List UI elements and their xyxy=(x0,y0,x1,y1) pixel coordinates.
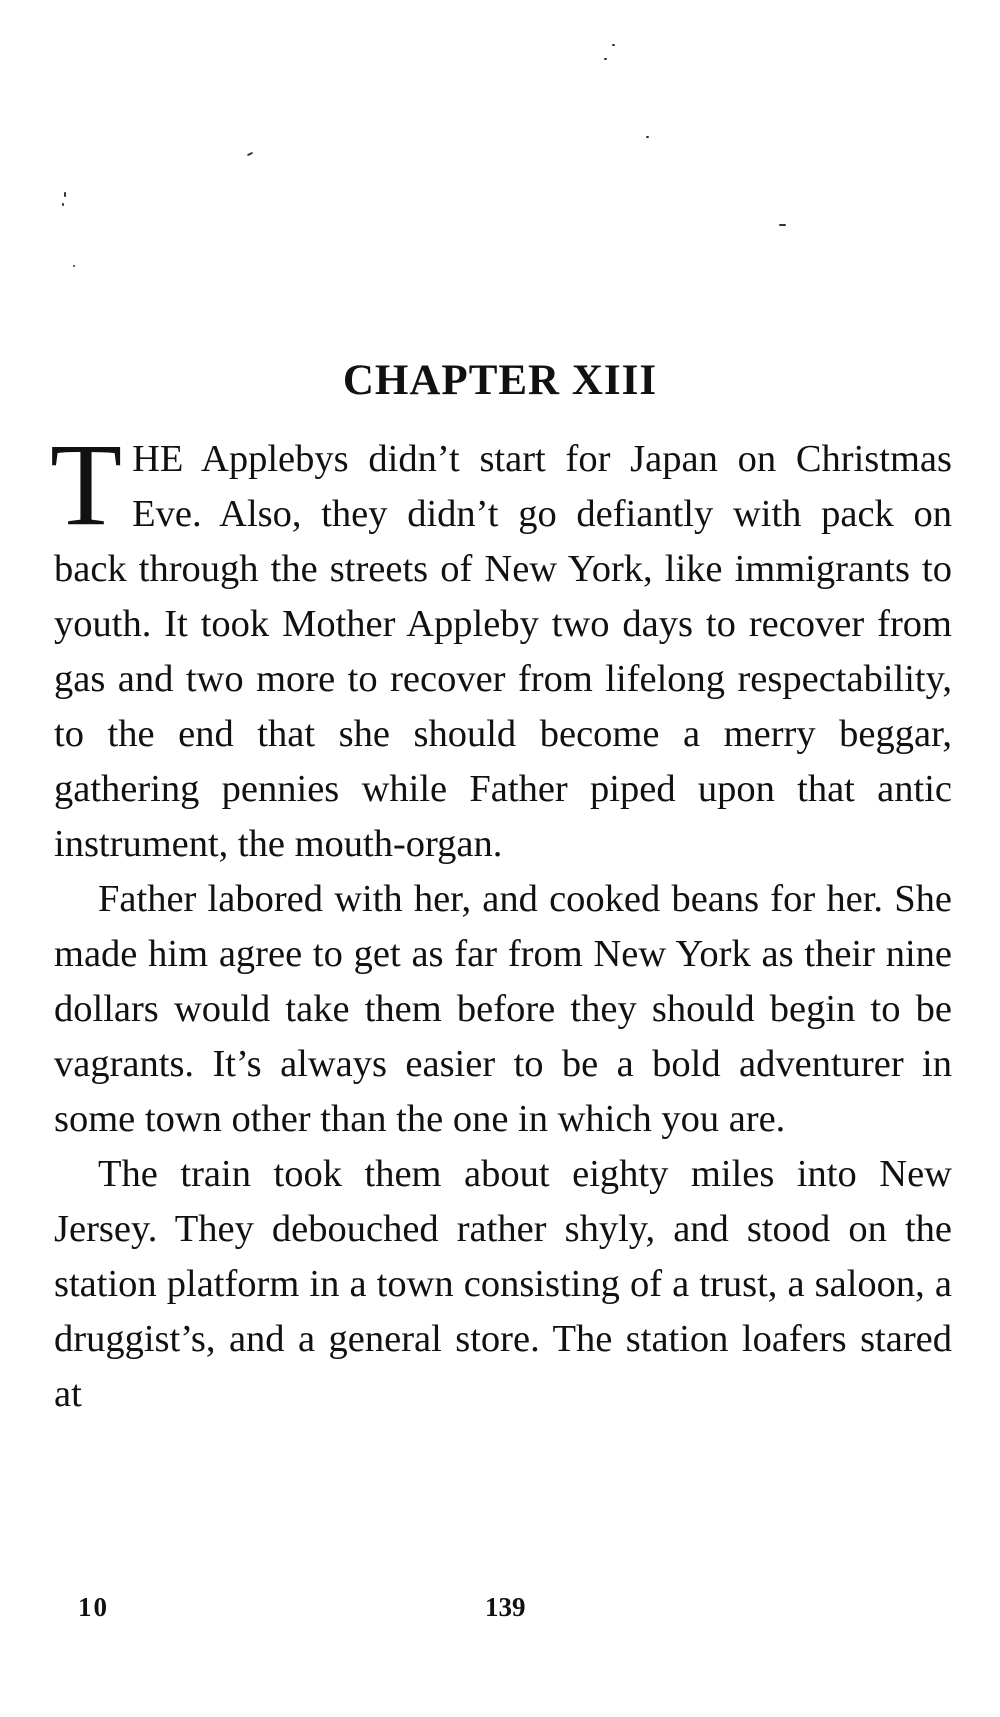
scan-speck xyxy=(604,58,607,60)
paragraph-1-text: HE Applebys didn’t start for Japan on Christmas Eve. Also, they didn’t go defiantly with pack on back through the streets of New York, like immigrants to youth. It took Mother Appleby two days to recover from gas and two more to recover from lifelong respectability, to the end that she should become a merry beggar, gathering pennies while Father piped upon that antic instrument, the mouth-organ. xyxy=(54,438,952,865)
scan-speck xyxy=(64,192,66,197)
drop-cap: T xyxy=(50,419,123,550)
page-number: 139 xyxy=(485,1592,526,1622)
scan-speck xyxy=(612,44,615,46)
paragraph-2: Father labored with her, and cooked beans for her. She made him agree to get as far from New York as their nine dollars would take them before they should begin to be vagrants. It’s always easier to be a bold adventurer in some town other than the one in which you are. xyxy=(54,878,952,1140)
scan-speck xyxy=(73,265,75,267)
scan-speck xyxy=(247,152,253,156)
chapter-heading: CHAPTER XIII xyxy=(342,356,658,404)
scan-speck xyxy=(646,136,649,138)
chapter-body xyxy=(50,419,952,1422)
paragraph-3: The train took them about eighty miles into New Jersey. They debouched rather shyly, and stood on the station platform in a town consisting of a trust, a saloon, a druggist’s, and a general store. The station loafers stared at xyxy=(54,1153,952,1415)
scan-speck xyxy=(62,203,64,206)
scan-speck xyxy=(779,224,786,226)
paragraph-1 xyxy=(50,419,952,872)
signature-mark: 10 xyxy=(78,1592,109,1622)
